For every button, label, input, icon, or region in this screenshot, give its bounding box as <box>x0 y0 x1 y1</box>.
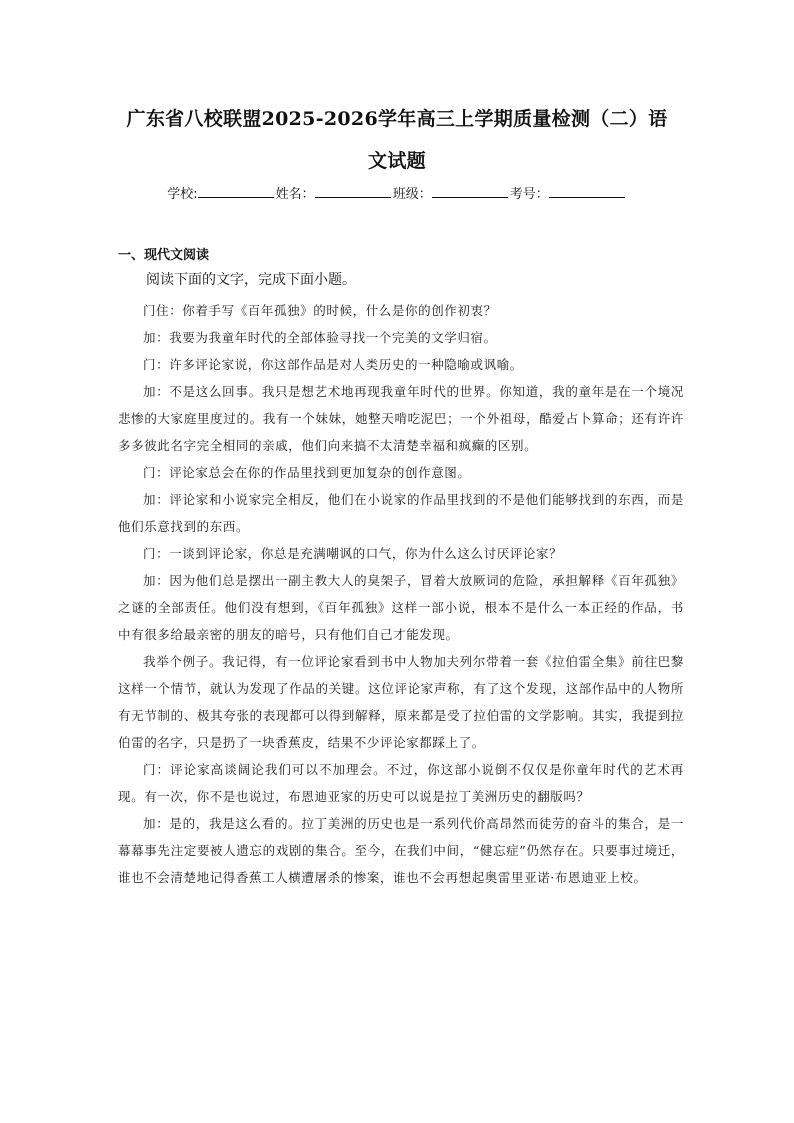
paragraph: 门：许多评论家说，你这部作品是对人类历史的一种隐喻或讽喻。 <box>143 357 523 372</box>
section-heading: 一、现代文阅读 <box>118 248 210 263</box>
name-blank[interactable] <box>315 185 391 198</box>
school-label: 学校: <box>167 187 198 202</box>
paragraph: 加：我要为我童年时代的全部体验寻找一个完美的文学归宿。 <box>143 330 497 345</box>
paragraph: 加：是的，我是这么看的。拉丁美洲的历史也是一系列代价高昂然而徒劳的奋斗的集合，是一幕幕事先注定要被人遗忘的戏剧的集合。至今，在我们中间，“健忘症”仍然存在。只要事过境迁，谁也不会清楚地记得香蕉工人横遭屠杀的惨案，谁也不会再想起奥雷里亚诺·布恩迪亚上校。 <box>118 816 684 885</box>
section-intro: 阅读下面的文字，完成下面小题。 <box>146 272 356 288</box>
paragraph: 加：不是这么回事。我只是想艺术地再现我童年时代的世界。你知道，我的童年是在一个境况悲惨的大家庭里度过的。我有一个妹妹，她整天啃吃泥巴；一个外祖母，酷爱占卜算命；还有许许多多彼此名字完全相同的亲戚，他们向来搞不太清楚幸福和疯癫的区别。 <box>118 384 684 453</box>
document-title-line-1: 广东省八校联盟2025-2026学年高三上学期质量检测（二）语 <box>126 108 668 130</box>
paragraph: 我举个例子。我记得，有一位评论家看到书中人物加夫列尔带着一套《拉伯雷全集》前往巴黎这样一个情节，就认为发现了作品的关键。这位评论家声称，有了这个发现，这部作品中的人物所有无节制的、极其夸张的表现都可以得到解释，原来都是受了拉伯雷的文学影响。其实，我提到拉伯雷的名字，只是扔了一块香蕉皮，结果不少评论家都踩上了。 <box>118 654 684 750</box>
interview-text <box>118 297 684 891</box>
paragraph: 门：一谈到评论家，你总是充满嘲讽的口气，你为什么这么讨厌评论家？ <box>143 546 563 561</box>
class-label: 班级： <box>392 187 432 202</box>
student-info-row <box>0 183 794 202</box>
name-label: 姓名： <box>275 187 315 202</box>
document-title-line-2: 文试题 <box>368 150 426 172</box>
paragraph: 门：评论家高谈阔论我们可以不加理会。不过，你这部小说倒不仅仅是你童年时代的艺术再现。有一次，你不是也说过，布恩迪亚家的历史可以说是拉丁美洲历史的翻版吗？ <box>118 762 684 804</box>
class-blank[interactable] <box>432 185 508 198</box>
paragraph: 门：评论家总会在你的作品里找到更加复杂的创作意图。 <box>143 465 471 480</box>
number-label: 考号： <box>509 187 549 202</box>
number-blank[interactable] <box>549 185 625 198</box>
paragraph: 加：因为他们总是摆出一副主教大人的臭架子，冒着大放厥词的危险，承担解释《百年孤独》之谜的全部责任。他们没有想到，《百年孤独》这样一部小说，根本不是什么一本正经的作品，书中有很多给最亲密的朋友的暗号，只有他们自己才能发现。 <box>118 573 684 642</box>
school-blank[interactable] <box>198 185 274 198</box>
paragraph: 门住：你着手写《百年孤独》的时候，什么是你的创作初衷？ <box>143 303 497 318</box>
paragraph: 加：评论家和小说家完全相反，他们在小说家的作品里找到的不是他们能够找到的东西，而是他们乐意找到的东西。 <box>118 492 684 534</box>
